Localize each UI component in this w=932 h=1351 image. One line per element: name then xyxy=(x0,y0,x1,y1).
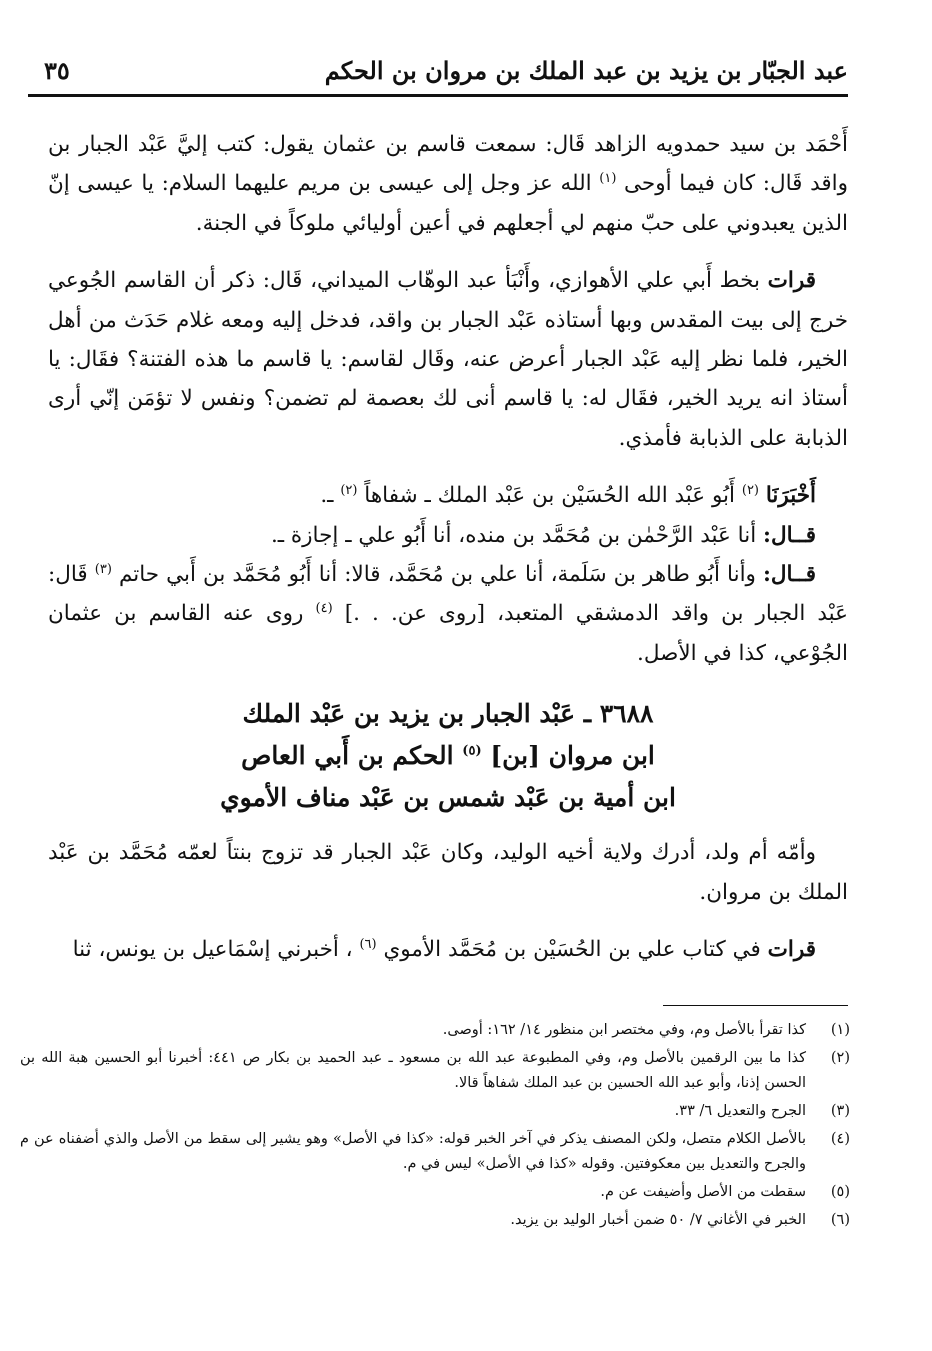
paragraph-3-end: ـ. xyxy=(320,483,334,509)
footnote-ref-2b: (٢) xyxy=(340,483,358,499)
paragraph-6-text: وأمّه أم ولد، أدرك ولاية أخيه الوليد، وكان عَبْد الجبار قد تزوج بنتاً لعمّه مُحَمَّد بن عَبْد الملك بن مروان. xyxy=(48,840,848,905)
footnote-ref-3: (٣) xyxy=(94,561,112,577)
paragraph-2-text: بخط أَبي علي الأهوازي، وأَنْبَأ عبد الوهّاب الميداني، قَال: ذكر أن القاسم الجُوعي خرج إلى بيت المقدس وبها أستاذه عَبْد الجبار بن واقد، فدخل إليه ومعه غلام حَدَث من أهل الخير، فلما نظر إليه عَبْد الجبار أعرض عنه، وقَال لقاسم: يا قاسم ما هذه الفتنة؟ فقَال: يا أستاذ انه يريد الخير، فقَال له: يا قاسم أنى لك بعصمة لم تضمن؟ ونفس لا تؤمَن إنّي أرى الذبابة على الذبابة فأمذي. xyxy=(48,268,848,451)
footnote-number: (٣) xyxy=(830,1103,850,1119)
footnote-text: الخبر في الأغاني ٧/ ٥٠ ضمن أخبار الوليد بن يزيد. xyxy=(510,1212,806,1228)
paragraph-5-lead: قــال: xyxy=(762,562,816,588)
entry-heading-line-2b: الحكم بن أَبي العاص xyxy=(241,741,454,771)
footnote-number: (٦) xyxy=(830,1212,850,1228)
footnote-1 xyxy=(20,1018,850,1043)
paragraph-1-text: أَحْمَد بن سيد حمدويه الزاهد قَال: سمعت قاسم بن عثمان يقول: كتب إليَّ عَبْد الجبار بن واقد قَال: كان فيما أوحى xyxy=(48,132,848,197)
footnote-number: (٤) xyxy=(830,1131,850,1147)
running-title: عبد الجبّار بن يزيد بن عبد الملك بن مروان بن الحكم xyxy=(324,56,848,85)
footnote-2 xyxy=(20,1046,850,1096)
paragraph-4 xyxy=(48,516,848,555)
paragraph-3-lead: أَخْبَرَنَا xyxy=(765,483,816,509)
page-number: ٣٥ xyxy=(44,56,70,85)
paragraph-7-rest: ، أخبرني إسْمَاعيل بن يونس، ثنا xyxy=(72,937,353,963)
paragraph-1 xyxy=(48,125,848,243)
paragraph-5-text: وأنا أَبُو طاهر بن سَلَمة، أنا علي بن مُحَمَّد، قالا: أنا أَبُو مُحَمَّد بن أَبي حاتم xyxy=(118,562,756,588)
footnote-text: كذا ما بين الرقمين بالأصل وم، وفي المطبوعة عبد الله بن مسعود ـ عبد الحميد بن بكار ص ٤٤١: أخبرنا أبو الحسين هبة الله بن الحسن إذنا، وأبو عبد الله الحسين بن عبد الملك شفاهاً قالا. xyxy=(20,1050,806,1091)
footnote-number: (١) xyxy=(830,1022,850,1038)
paragraph-3-text: أَبُو عَبْد الله الحُسَيْن بن عَبْد الملك ـ شفاهاً xyxy=(364,483,736,509)
footnote-ref-2a: (٢) xyxy=(741,483,759,499)
footnotes xyxy=(20,1018,850,1236)
paragraph-2-lead: قرات xyxy=(767,268,816,294)
footnote-text: كذا تقرأ بالأصل وم، وفي مختصر ابن منظور ١٤/ ١٦٢: أوصى. xyxy=(442,1022,806,1038)
footnote-number: (٢) xyxy=(830,1050,850,1066)
entry-heading-line-1: ٣٦٨٨ ـ عَبْد الجبار بن يزيد بن عَبْد الملك xyxy=(242,699,654,729)
footnote-6 xyxy=(20,1208,850,1233)
footnote-5 xyxy=(20,1180,850,1205)
entry-heading-line-2 xyxy=(48,735,848,777)
entry-heading-line-3: ابن أمية بن عَبْد شمس بن عَبْد مناف الأموي xyxy=(220,783,676,813)
main-text xyxy=(48,125,848,970)
footnote-text: سقطت من الأصل وأضيفت عن م. xyxy=(600,1184,806,1200)
footnote-text: الجرح والتعديل ٦/ ٣٣. xyxy=(674,1103,806,1119)
footnote-ref-6: (٦) xyxy=(359,936,377,952)
paragraph-4-text: أنا عَبْد الرَّحْمٰن بن مُحَمَّد بن منده، أنا أَبُو علي ـ إجازة ـ. xyxy=(270,522,757,548)
footnote-3 xyxy=(20,1099,850,1124)
paragraph-5-rest: قَال: عَبْد الجبار بن واقد الدمشقي المتعبد، [روى عن. . .] xyxy=(48,562,848,627)
footnote-4 xyxy=(20,1127,850,1177)
footnote-number: (٥) xyxy=(830,1184,850,1200)
paragraph-5-end: روى عنه القاسم بن عثمان الجُوْعي، كذا في الأصل. xyxy=(48,601,848,666)
footnote-text: بالأصل الكلام متصل، ولكن المصنف يذكر في آخر الخبر قوله: «كذا في الأصل» وهو يشير إلى سقط من الأصل والذي أضفناه عن م والجرح والتعديل بين معكوفتين. وقوله «كذا في الأصل» ليس في م. xyxy=(20,1131,806,1172)
footnote-ref-1: (١) xyxy=(599,171,617,187)
paragraph-5 xyxy=(48,555,848,673)
paragraph-4-lead: قــال: xyxy=(763,522,816,548)
paragraph-1-rest: الله عز وجل إلى عيسى بن مريم عليهما السلام: يا عيسى إنّ الذين يعبدوني على حبّ منهم لي أجعلهم في أعين أوليائي ملوكاً في الجنة. xyxy=(48,171,848,236)
paragraph-3 xyxy=(48,476,848,515)
entry-heading xyxy=(48,693,848,819)
footnote-ref-5: (٥) xyxy=(462,743,482,759)
paragraph-2 xyxy=(48,261,848,458)
paragraph-7 xyxy=(48,930,848,969)
footnote-ref-4: (٤) xyxy=(315,601,333,617)
paragraph-7-text: في كتاب علي بن الحُسَيْن بن مُحَمَّد الأموي xyxy=(383,937,761,963)
paragraph-6 xyxy=(48,833,848,912)
page-header xyxy=(28,52,848,97)
entry-heading-line-2a: ابن مروان [بن] xyxy=(490,741,655,771)
paragraph-7-lead: قرات xyxy=(767,937,816,963)
footnote-divider xyxy=(663,1005,848,1006)
